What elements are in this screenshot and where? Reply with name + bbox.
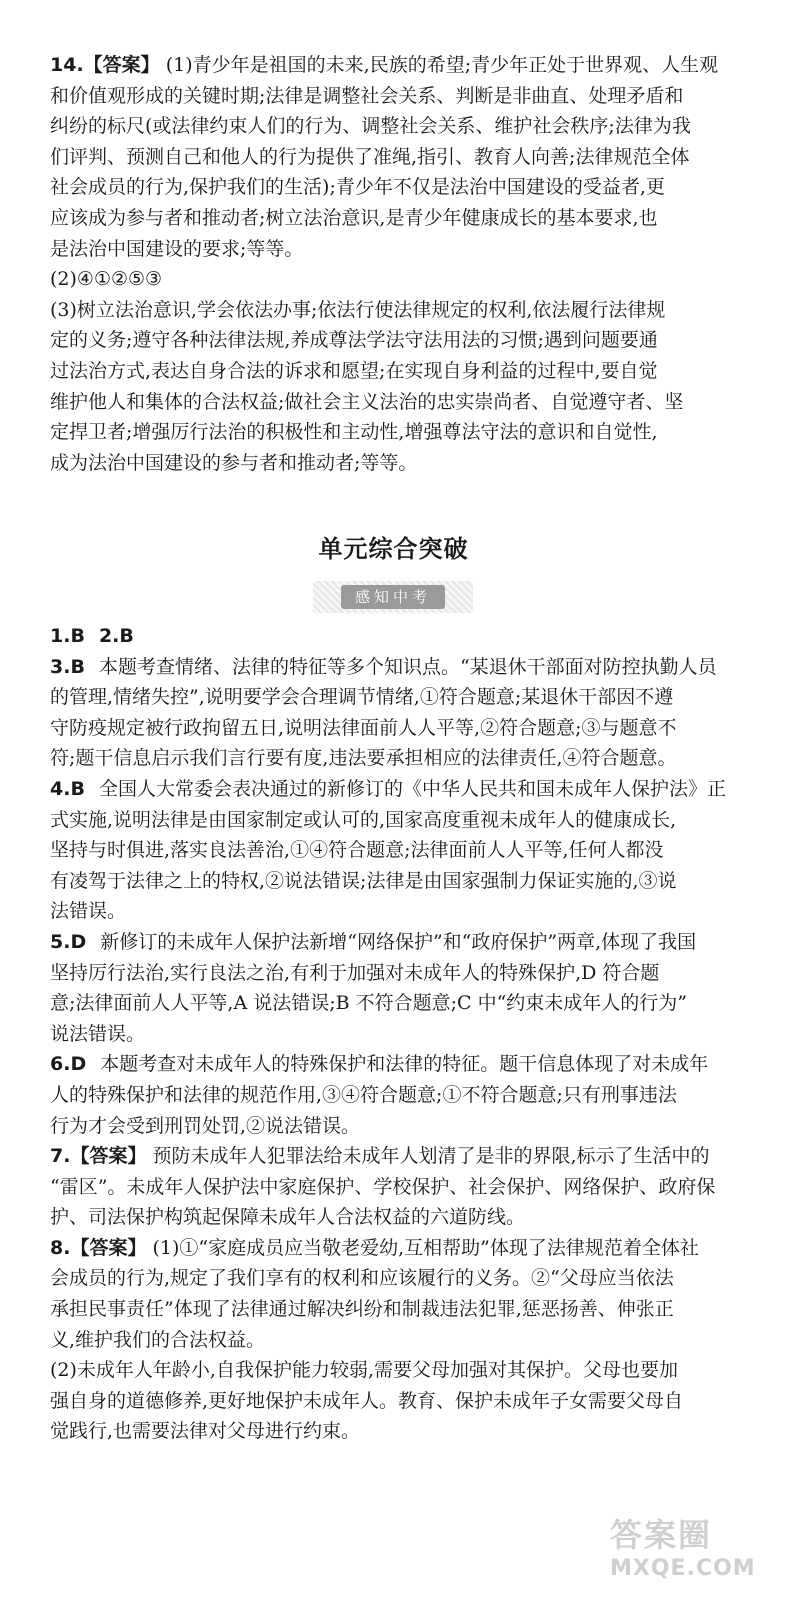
q14-line: 过法治方式,表达自身合法的诉求和愿望;在实现自身利益的过程中,要自觉 (50, 359, 658, 382)
q6-line: 人的特殊保护和法律的规范作用,③④符合题意;①不符合题意;只有刑事违法 (50, 1083, 677, 1106)
q14-answer-tag: 【答案】 (83, 54, 160, 76)
q8-line: 觉践行,也需要法律对父母进行约束。 (50, 1420, 361, 1443)
q7-line: 预防未成年人犯罪法给未成年人划清了是非的界限,标示了生活中的 (152, 1145, 710, 1168)
q4-number: 4. (50, 777, 71, 800)
q1-answer: B (70, 625, 85, 647)
q4-line: 坚持与时俱进,落实良法善治,①④符合题意;法律面前人人平等,任何人都没 (50, 839, 664, 862)
q14-line: (1)青少年是祖国的未来,民族的希望;青少年正处于世界观、人生观 (165, 54, 719, 76)
q8-line: (1)①“家庭成员应当敬老爱幼,互相帮助”体现了法律规范着全体社 (152, 1236, 699, 1259)
q5-number: 5. (50, 930, 71, 953)
q5-answer: D (70, 930, 87, 953)
q7-number: 7. (50, 1145, 71, 1168)
q8-line: 会成员的行为,规定了我们享有的权利和应该履行的义务。②“父母应当依法 (50, 1267, 674, 1290)
q14-line: 社会成员的行为,保护我们的生活);青少年不仅是法治中国建设的受益者,更 (50, 176, 665, 199)
q4-answer: B (70, 777, 85, 800)
q14-line: 纠纷的标尺(或法律约束人们的行为、调整社会关系、维护社会秩序;法律为我 (50, 115, 691, 138)
answer-row-1-2 (50, 621, 730, 652)
q7-line: “雷区”。未成年人保护法中家庭保护、学校保护、社会保护、网络保护、政府保 (50, 1175, 716, 1198)
q4-line: 式实施,说明法律是由国家制定或认可的,国家高度重视未成年人的健康成长, (50, 808, 677, 831)
q14-number: 14. (50, 54, 84, 76)
banner-label: 感知中考 (341, 585, 445, 609)
q6-line: 本题考查对未成年人的特殊保护和法律的特征。题干信息体现了对未成年 (100, 1053, 709, 1076)
q4-line: 全国人大常委会表决通过的新修订的《中华人民共和国未成年人保护法》正 (98, 777, 726, 800)
section-title: 单元综合突破 (318, 535, 469, 563)
q14-line: (3)树立法治意识,学会依法办事;依法行使法律规定的权利,依法履行法律规 (50, 298, 666, 321)
q14-line: 是法治中国建设的要求;等等。 (50, 237, 304, 260)
q5-line: 新修订的未成年人保护法新增“网络保护”和“政府保护”两章,体现了我国 (100, 930, 697, 953)
q3-number: 3. (50, 655, 71, 678)
q14-line: 定捍卫者;增强厉行法治的积极性和主动性,增强尊法守法的意识和自觉性, (50, 421, 658, 444)
q3-line: 的管理,情绪失控”,说明要学会合理调节情绪,①符合题意;某退休干部因不遵 (50, 686, 674, 709)
q8-line: 义,维护我们的合法权益。 (50, 1328, 266, 1351)
q3-line: 本题考查情绪、法律的特征等多个知识点。“某退休干部面对防控执勤人员 (98, 655, 717, 678)
q8-line: 承担民事责任”体现了法律通过解决纠纷和制裁违法犯罪,惩恶扬善、伸张正 (50, 1298, 674, 1321)
q14-line: 成为法治中国建设的参与者和推动者;等等。 (50, 451, 418, 474)
q14-block (50, 50, 730, 478)
q3-line: 符;题干信息启示我们言行要有度,违法要承担相应的法律责任,④符合题意。 (50, 747, 677, 770)
q14-part2: (2)④①②⑤③ (50, 268, 163, 291)
q14-line: 维护他人和集体的合法权益;做社会主义法治的忠实崇尚者、自觉遵守者、坚 (50, 390, 684, 413)
q5-line: 意;法律面前人人平等,A 说法错误;B 不符合题意;C 中“约束未成年人的行为” (50, 992, 688, 1015)
q3-line: 守防疫规定被行政拘留五日,说明法律面前人人平等,②符合题意;③与题意不 (50, 716, 677, 739)
q5-line: 说法错误。 (50, 1022, 146, 1045)
watermark-text: 答案圈 (610, 1516, 713, 1554)
q6-answer: D (70, 1053, 87, 1076)
q7-answer-tag: 【答案】 (70, 1145, 147, 1168)
watermark-logo (610, 1515, 780, 1595)
answers-block (50, 621, 730, 1447)
watermark-url: MXQE.COM (610, 1556, 756, 1581)
q8-line: (2)未成年人年龄小,自我保护能力较弱,需要父母加强对其保护。父母也要加 (50, 1359, 678, 1382)
q2-answer: B (119, 625, 134, 647)
q14-line: 和价值观形成的关键时期;法律是调整社会关系、判断是非曲直、处理矛盾和 (50, 84, 684, 107)
q14-line: 定的义务;遵守各种法律法规,养成尊法学法守法用法的习惯;遇到问题要通 (50, 329, 658, 352)
q7-line: 护、司法保护构筑起保障未成年人合法权益的六道防线。 (50, 1206, 526, 1229)
q14-line: 应该成为参与者和推动者;树立法治意识,是青少年健康成长的基本要求,也 (50, 206, 658, 229)
q6-line: 行为才会受到刑罚处罚,②说法错误。 (50, 1114, 361, 1137)
q4-line: 有凌驾于法律之上的特权,②说法错误;法律是由国家强制力保证实施的,③说 (50, 869, 677, 892)
section-banner (313, 581, 473, 613)
q4-line: 法错误。 (50, 900, 127, 923)
q8-line: 强自身的道德修养,更好地保护未成年人。教育、保护未成年子女需要父母自 (50, 1389, 684, 1412)
q14-line: 们评判、预测自己和他人的行为提供了准绳,指引、教育人向善;法律规范全体 (50, 145, 690, 168)
q8-answer-tag: 【答案】 (70, 1236, 147, 1259)
q2-number: 2. (98, 625, 120, 647)
q5-line: 坚持厉行法治,实行良法之治,有利于加强对未成年人的特殊保护,D 符合题 (50, 961, 660, 984)
q3-answer: B (70, 655, 85, 678)
q1-number: 1. (50, 625, 71, 647)
q6-number: 6. (50, 1053, 71, 1076)
q8-number: 8. (50, 1236, 71, 1259)
